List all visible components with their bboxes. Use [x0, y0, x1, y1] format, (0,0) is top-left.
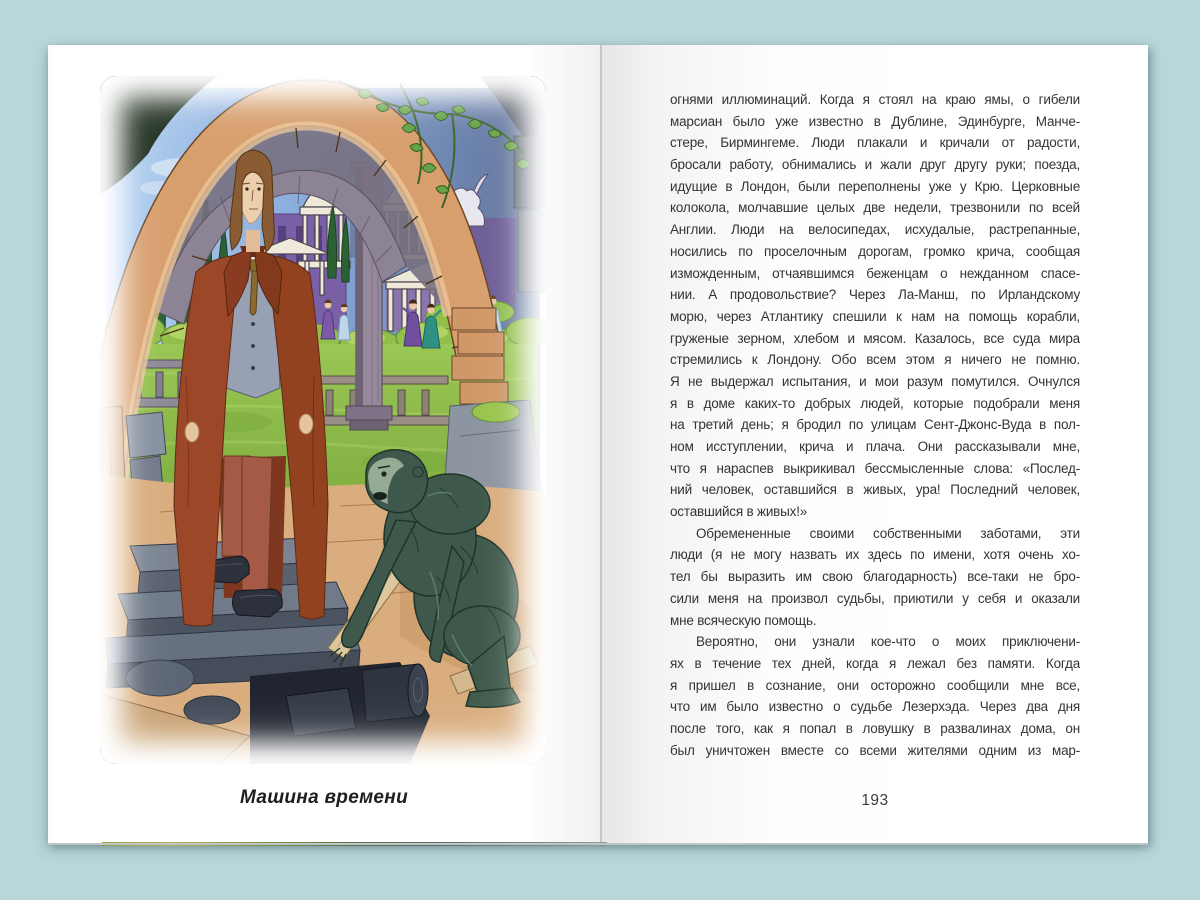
left-page	[48, 45, 600, 843]
text-line: нии. А продовольствие? Через Ла-Манш, по Ирландскому	[670, 287, 1080, 303]
book-spread	[48, 45, 1148, 843]
page-number: 193	[861, 792, 889, 809]
text-line: огнями иллюминаций. Когда я стоял на краю ямы, о гибели	[670, 92, 1080, 107]
text-line: я в доме каких-то добрых людей, которые подобрали меня	[670, 395, 1080, 411]
time-machine-illustration	[100, 76, 546, 764]
text-line: бросали работу, обнимались и жали друг другу руки; поезда,	[670, 157, 1080, 173]
text-line: Обремененные своими собственными заботами, эти	[696, 525, 1080, 541]
under-page-edge	[102, 842, 607, 846]
text-line: Я не выдержал испытания, и мои разум помутился. Очнулся	[670, 373, 1080, 389]
text-line: идущие в Лондон, были переполнены уже у Крю. Церковные	[670, 178, 1080, 194]
illustration-caption: Машина времени	[239, 787, 408, 808]
text-line: тел бы выразить им свою благодарность) все-таки не бро-	[670, 569, 1080, 585]
text-line: носились по проселочным дорогам, громко крича, сообщая	[670, 243, 1080, 259]
text-line: люди (я не могу назвать их здесь по имени, хотя очень хо-	[670, 547, 1080, 563]
text-line: колокола, молчавшие целых две недели, трезвонили по всей	[670, 200, 1080, 216]
text-line: на третий день; я бродил по улицам Сент-Джонс-Вуда в пол-	[670, 417, 1080, 433]
text-line: после того, как я попал в ловушку в развалинах дома, он	[670, 720, 1080, 736]
text-line: Вероятно, они узнали кое-что о моих приключени-	[696, 634, 1080, 650]
paragraph	[670, 631, 1080, 761]
text-line: ях в течение тех дней, когда я лежал без памяти. Когда	[670, 655, 1080, 671]
text-line: Англии. Люди на велосипедах, исхудалые, растрепанные,	[670, 222, 1080, 238]
paragraph	[670, 523, 1080, 631]
body-text	[670, 89, 1080, 761]
text-line: я пришел в сознание, они осторожно сообщили мне все,	[670, 677, 1080, 693]
text-line: ном исступлении, крича и плача. Они рассказывали мне,	[670, 439, 1080, 454]
text-line: сили меня на произвол судьбы, приютили у себя и оказали	[670, 590, 1080, 606]
text-line: мне всяческую помощь.	[670, 612, 817, 628]
right-page	[600, 45, 1148, 843]
text-line: что им было известно о судьбе Лезерхэда. Через два дня	[670, 699, 1080, 715]
text-line: марсиан было уже известно в Дублине, Эдинбурге, Манче-	[670, 113, 1080, 129]
text-line: стере, Бирмингеме. Люди плакали и кричали от радости,	[670, 135, 1080, 151]
paragraph	[670, 89, 1080, 523]
text-line: что я нараспев выкрикивал бессмысленные слова: «Послед-	[670, 460, 1080, 476]
text-line: был уничтожен вместе со всеми жителями одним из мар-	[670, 742, 1080, 758]
text-line: ний человек, оставшийся в живых, ура! Последний человек,	[670, 482, 1080, 498]
text-line: изможденным, отчаявшимся беженцам о нежданном спасе-	[670, 265, 1080, 281]
text-line: морю, через Атлантику спешили к нам на помощь корабли,	[670, 308, 1080, 324]
text-line: груженые зерном, хлебом и мясом. Казалось, все суда мира	[670, 330, 1080, 346]
text-line: стремились к Лондону. Обо всем этом я ничего не помню.	[670, 352, 1080, 368]
text-line: оставшийся в живых!»	[670, 504, 808, 520]
